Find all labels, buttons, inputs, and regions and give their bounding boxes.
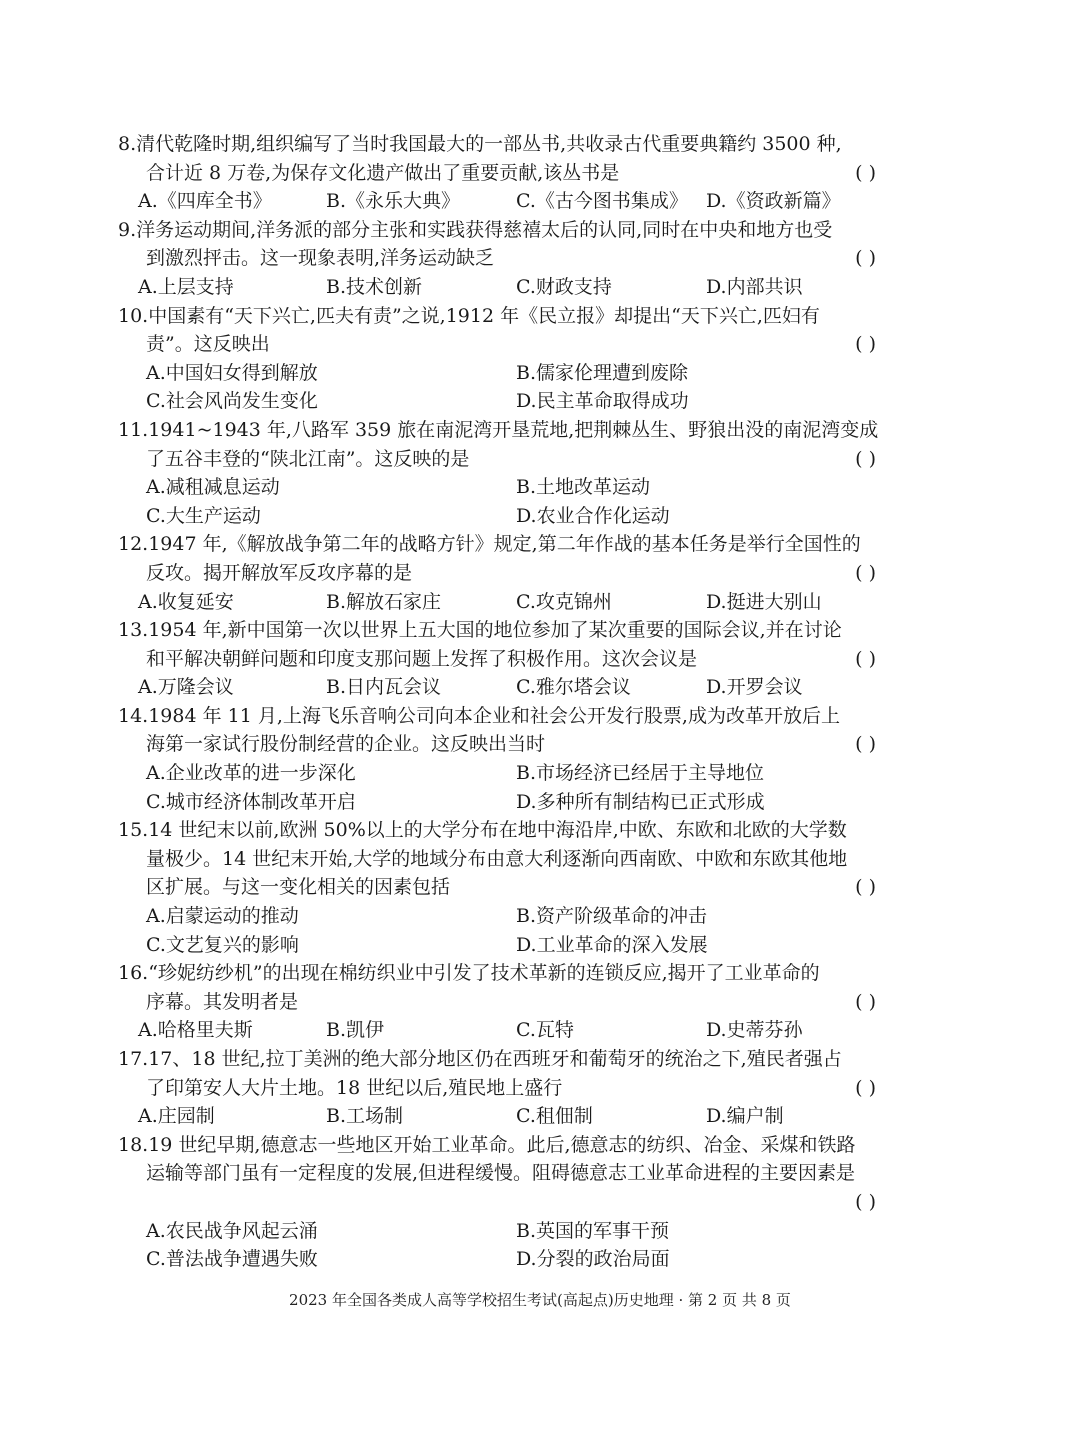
question-15: [118, 816, 898, 959]
answer-option: A.庄园制: [138, 1105, 215, 1128]
question-text: 了印第安人大片土地。18 世纪以后,殖民地上盛行: [146, 1076, 563, 1099]
answer-parentheses: ( ): [855, 1190, 876, 1213]
answer-option: C.攻克锦州: [516, 590, 612, 613]
question-text: 反攻。揭开解放军反攻序幕的是: [146, 561, 413, 584]
answer-option: C.租佃制: [516, 1105, 593, 1128]
question-text-line: [118, 1131, 898, 1160]
question-9: [118, 216, 898, 302]
answer-parentheses: ( ): [855, 161, 876, 184]
question-text: 合计近 8 万卷,为保存文化遗产做出了重要贡献,该丛书是: [146, 161, 620, 184]
question-text: 量极少。14 世纪末开始,大学的地域分布由意大利逐渐向西南欧、中欧和东欧其他地: [146, 847, 848, 870]
question-text-line: [118, 330, 898, 359]
answer-parentheses: ( ): [855, 990, 876, 1013]
question-text-line: [118, 302, 898, 331]
question-14: [118, 702, 898, 816]
answer-option: B.儒家伦理遭到废除: [516, 361, 689, 384]
answer-option: C.大生产运动: [146, 504, 261, 527]
answer-option: C.城市经济体制改革开启: [146, 790, 356, 813]
answer-parentheses: ( ): [855, 561, 876, 584]
question-text-line: [118, 1159, 898, 1188]
question-text: 15.14 世纪末以前,欧洲 50%以上的大学分布在地中海沿岸,中欧、东欧和北欧的大学数: [118, 819, 847, 842]
answer-option: B.资产阶级革命的冲击: [516, 905, 708, 928]
question-text-line: [118, 816, 898, 845]
question-text: 10.中国素有“天下兴亡,匹夫有责”之说,1912 年《民立报》却提出“天下兴亡,匹妇有: [118, 304, 820, 327]
question-text-line: [118, 559, 898, 588]
answer-option: B.技术创新: [326, 275, 423, 298]
option-row: [118, 902, 898, 931]
answer-option: A.启蒙运动的推动: [146, 905, 299, 928]
question-17: [118, 1045, 898, 1131]
question-text-line: [118, 845, 898, 874]
question-text-line: [118, 159, 898, 188]
answer-option: D.多种所有制结构已正式形成: [516, 790, 765, 813]
answer-parentheses: ( ): [855, 1076, 876, 1099]
question-list: [118, 130, 898, 1274]
answer-option: A.中国妇女得到解放: [146, 361, 318, 384]
page-footer: 2023 年全国各类成人高等学校招生考试(高起点)历史地理 · 第 2 页 共 8 页: [289, 1291, 791, 1309]
option-row: [118, 1102, 898, 1131]
answer-option: D.分裂的政治局面: [516, 1248, 670, 1271]
question-text-line: [118, 1045, 898, 1074]
option-row: [118, 759, 898, 788]
answer-option: A.农民战争风起云涌: [146, 1219, 318, 1242]
option-row: [118, 673, 898, 702]
question-text-line: [118, 873, 898, 902]
question-text: 12.1947 年,《解放战争第二年的战略方针》规定,第二年作战的基本任务是举行全国性的: [118, 533, 861, 556]
answer-option: D.史蒂芬孙: [706, 1019, 803, 1042]
answer-option: A.《四库全书》: [138, 190, 272, 213]
question-text: 13.1954 年,新中国第一次以世界上五大国的地位参加了某次重要的国际会议,并在讨论: [118, 619, 842, 642]
question-text: 11.1941~1943 年,八路军 359 旅在南泥湾开垦荒地,把荆棘丛生、野狼出没的南泥湾变成: [118, 418, 879, 441]
answer-parentheses-line: [118, 1188, 898, 1217]
option-row: [118, 473, 898, 502]
answer-parentheses: ( ): [855, 333, 876, 356]
option-row: [118, 1016, 898, 1045]
option-row: [118, 359, 898, 388]
question-18: [118, 1131, 898, 1274]
question-text: 18.19 世纪早期,德意志一些地区开始工业革命。此后,德意志的纺织、冶金、采煤和铁路: [118, 1133, 856, 1156]
answer-option: C.瓦特: [516, 1019, 574, 1042]
answer-option: B.土地改革运动: [516, 476, 651, 499]
answer-option: D.内部共识: [706, 275, 803, 298]
option-row: [118, 788, 898, 817]
question-text-line: [118, 530, 898, 559]
question-text: 海第一家试行股份制经营的企业。这反映出当时: [146, 733, 546, 756]
question-text-line: [118, 959, 898, 988]
question-text: 和平解决朝鲜问题和印度支那问题上发挥了积极作用。这次会议是: [146, 647, 698, 670]
answer-option: C.社会风尚发生变化: [146, 390, 318, 413]
option-row: [118, 931, 898, 960]
answer-option: A.上层支持: [138, 275, 234, 298]
option-row: [118, 1217, 898, 1246]
option-row: [118, 273, 898, 302]
question-text-line: [118, 416, 898, 445]
question-12: [118, 530, 898, 616]
option-row: [118, 588, 898, 617]
option-row: [118, 502, 898, 531]
question-text: 8.清代乾隆时期,组织编写了当时我国最大的一部丛书,共收录古代重要典籍约 3500 种,: [118, 133, 842, 155]
question-text-line: [118, 616, 898, 645]
question-text: 16.“珍妮纺纱机”的出现在棉纺织业中引发了技术革新的连锁反应,揭开了工业革命的: [118, 962, 820, 985]
answer-option: B.《永乐大典》: [326, 190, 461, 213]
question-text-line: [118, 244, 898, 273]
answer-option: B.英国的军事干预: [516, 1219, 670, 1242]
question-text-line: [118, 988, 898, 1017]
question-text-line: [118, 445, 898, 474]
answer-option: D.开罗会议: [706, 676, 803, 699]
question-text: 区扩展。与这一变化相关的因素包括: [146, 876, 451, 899]
answer-option: A.哈格里夫斯: [138, 1019, 253, 1042]
question-11: [118, 416, 898, 530]
answer-option: D.农业合作化运动: [516, 504, 670, 527]
answer-option: B.市场经济已经居于主导地位: [516, 762, 765, 785]
question-10: [118, 302, 898, 416]
question-8: [118, 130, 898, 216]
question-text: 责”。这反映出: [146, 333, 270, 356]
question-text-line: [118, 730, 898, 759]
answer-option: C.财政支持: [516, 275, 612, 298]
question-text: 运输等部门虽有一定程度的发展,但进程缓慢。阻碍德意志工业革命进程的主要因素是: [146, 1162, 856, 1185]
answer-parentheses: ( ): [855, 733, 876, 756]
answer-option: D.编户制: [706, 1105, 784, 1128]
question-text: 到激烈抨击。这一现象表明,洋务运动缺乏: [146, 247, 495, 270]
question-text: 9.洋务运动期间,洋务派的部分主张和实践获得慈禧太后的认同,同时在中央和地方也受: [118, 218, 833, 241]
answer-option: D.民主革命取得成功: [516, 390, 689, 413]
answer-option: C.雅尔塔会议: [516, 676, 631, 699]
answer-option: B.日内瓦会议: [326, 676, 442, 699]
question-text: 14.1984 年 11 月,上海飞乐音响公司向本企业和社会公开发行股票,成为改革开放后上: [118, 704, 840, 727]
answer-option: D.挺进大别山: [706, 590, 822, 613]
answer-option: B.解放石家庄: [326, 590, 442, 613]
question-text: 17.17、18 世纪,拉丁美洲的绝大部分地区仍在西班牙和葡萄牙的统治之下,殖民者强占: [118, 1048, 842, 1070]
question-text-line: [118, 130, 898, 159]
answer-option: D.《资政新篇》: [706, 190, 841, 213]
option-row: [118, 1245, 898, 1274]
answer-parentheses: ( ): [855, 247, 876, 270]
answer-option: C.《古今图书集成》: [516, 190, 688, 213]
question-text-line: [118, 1074, 898, 1103]
question-13: [118, 616, 898, 702]
option-row: [118, 187, 898, 216]
answer-parentheses: ( ): [855, 447, 876, 470]
question-text: 了五谷丰登的“陕北江南”。这反映的是: [146, 447, 470, 470]
question-16: [118, 959, 898, 1045]
answer-parentheses: ( ): [855, 876, 876, 899]
question-text-line: [118, 702, 898, 731]
answer-option: B.凯伊: [326, 1019, 385, 1042]
option-row: [118, 387, 898, 416]
answer-option: A.减租减息运动: [146, 476, 280, 499]
answer-option: D.工业革命的深入发展: [516, 933, 708, 956]
answer-parentheses: ( ): [855, 647, 876, 670]
answer-option: A.企业改革的进一步深化: [146, 762, 356, 785]
answer-option: A.收复延安: [138, 590, 234, 613]
answer-option: C.文艺复兴的影响: [146, 933, 299, 956]
answer-option: A.万隆会议: [138, 676, 234, 699]
question-text-line: [118, 645, 898, 674]
answer-option: C.普法战争遭遇失败: [146, 1248, 318, 1271]
question-text-line: [118, 216, 898, 245]
question-text: 序幕。其发明者是: [146, 990, 299, 1013]
answer-option: B.工场制: [326, 1105, 404, 1128]
